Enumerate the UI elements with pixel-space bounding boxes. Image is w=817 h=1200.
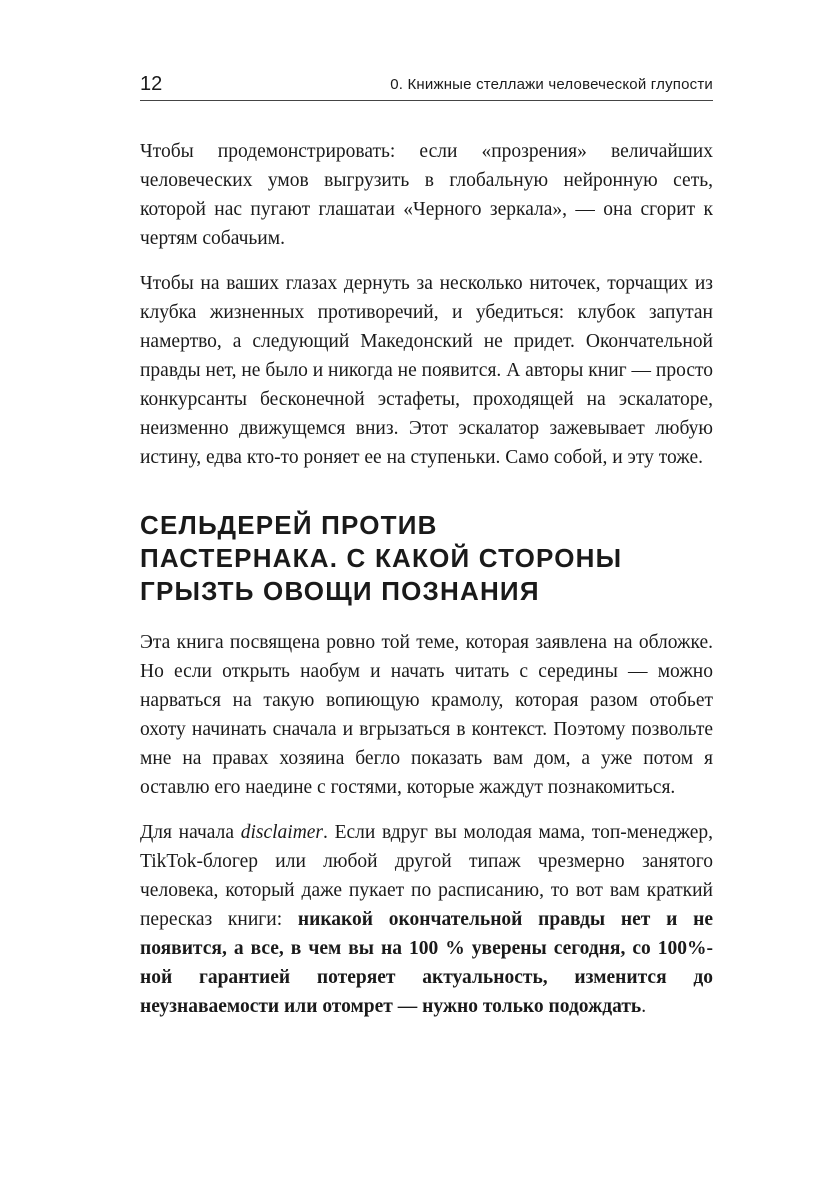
page-body bbox=[140, 137, 713, 1037]
paragraph-4-lead: Для начала bbox=[140, 822, 241, 843]
header-rule bbox=[140, 100, 713, 101]
section-heading-line-1: СЕЛЬДЕРЕЙ ПРОТИВ bbox=[140, 510, 438, 540]
running-header bbox=[140, 72, 713, 100]
paragraph-1: Чтобы продемонстрировать: если «прозрения» величайших человеческих умов выгрузить в глобальную нейронную сеть, которой нас пугают глашатаи «Черного зеркала», — она сгорит к чертям собачьим. bbox=[140, 141, 713, 249]
running-head-title: 0. Книжные стеллажи человеческой глупости bbox=[390, 76, 713, 93]
paragraph-4 bbox=[140, 818, 713, 1021]
section-heading-line-2: ПАСТЕРНАКА. С КАКОЙ СТОРОНЫ bbox=[140, 543, 623, 573]
paragraph-4-middle: . Если вдруг вы молодая мама, топ-менеджер, TikTok-блогер или любой другой типаж чрезмерно занятого человека, который даже пукает по расписанию, то вот вам краткий пересказ книги: bbox=[140, 822, 713, 930]
page-number: 12 bbox=[140, 73, 163, 95]
summary-bold: никакой окончательной правды нет и не появится, а все, в чем вы на 100 % уверены сегодня, со 100%-ной гарантией потеряет актуальность, изменится до неузнаваемости или отомрет — нужно только подождать bbox=[140, 909, 713, 1017]
section-heading-line-3: ГРЫЗТЬ ОВОЩИ ПОЗНАНИЯ bbox=[140, 576, 540, 606]
section-heading bbox=[140, 509, 713, 608]
paragraph-2: Чтобы на ваших глазах дернуть за несколько ниточек, торчащих из клубка жизненных противоречий, и убедиться: клубок запутан намертво, а следующий Македонский не придет. Окончательной правды нет, не было и никогда не появится. А авторы книг — просто конкурсанты бесконечной эстафеты, проходящей на эскалаторе, неизменно движущемся вниз. Этот эскалатор зажевывает любую истину, едва кто-то роняет ее на ступеньки. Само собой, и эту тоже. bbox=[140, 273, 713, 468]
paragraph-3: Эта книга посвящена ровно той теме, которая заявлена на обложке. Но если открыть наобум и начать читать с середины — можно нарваться на такую вопиющую крамолу, которая разом отобьет охоту начинать сначала и вгрызаться в контекст. Поэтому позвольте мне на правах хозяина бегло показать вам дом, а уже потом я оставлю его наедине с гостями, которые жаждут познакомиться. bbox=[140, 632, 713, 798]
disclaimer-italic: disclaimer bbox=[240, 822, 324, 843]
paragraph-4-tail: . bbox=[641, 996, 647, 1017]
